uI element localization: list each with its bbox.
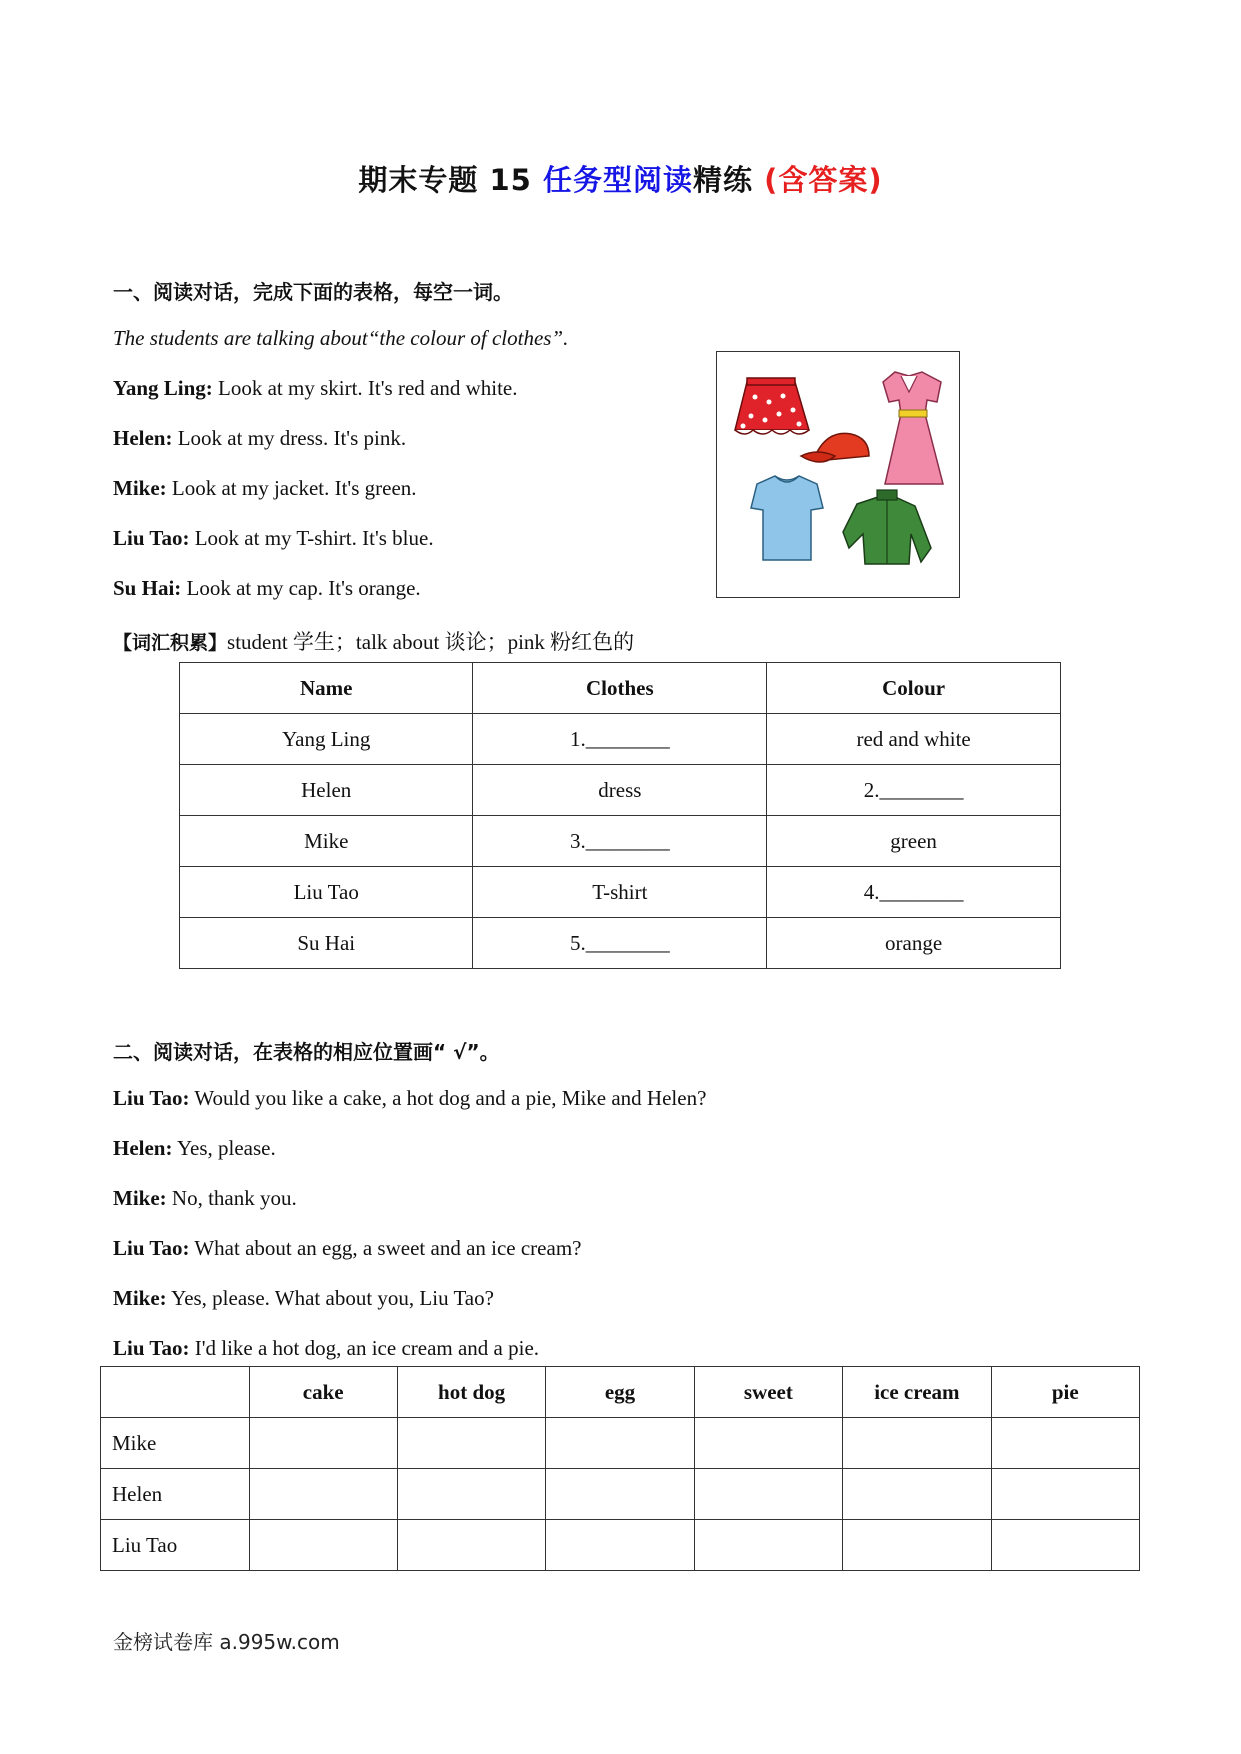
table-cell: Liu Tao xyxy=(180,867,473,918)
check-cell[interactable] xyxy=(694,1418,842,1469)
table-row xyxy=(180,918,1061,969)
utterance: Yes, please. What about you, Liu Tao? xyxy=(166,1286,494,1310)
header-cell: sweet xyxy=(694,1367,842,1418)
utterance: Yes, please. xyxy=(172,1136,276,1160)
table-cell: dress xyxy=(473,765,767,816)
blank-cell[interactable]: 1.________ xyxy=(473,714,767,765)
check-cell[interactable] xyxy=(843,1418,992,1469)
dialogue-line xyxy=(113,426,406,451)
row-name-cell: Mike xyxy=(101,1418,250,1469)
header-cell: egg xyxy=(546,1367,694,1418)
table-cell: red and white xyxy=(767,714,1061,765)
blank-cell[interactable]: 2.________ xyxy=(767,765,1061,816)
row-name-cell: Helen xyxy=(101,1469,250,1520)
table-cell: Yang Ling xyxy=(180,714,473,765)
speaker: Mike: xyxy=(113,1186,167,1210)
section1-heading: 一、阅读对话，完成下面的表格，每空一词。 xyxy=(113,280,513,304)
check-cell[interactable] xyxy=(397,1520,545,1571)
check-cell[interactable] xyxy=(694,1520,842,1571)
check-cell[interactable] xyxy=(249,1469,397,1520)
check-cell[interactable] xyxy=(249,1418,397,1469)
header-cell: Clothes xyxy=(473,663,767,714)
header-cell: pie xyxy=(991,1367,1139,1418)
table-cell: T-shirt xyxy=(473,867,767,918)
check-cell[interactable] xyxy=(694,1469,842,1520)
utterance: No, thank you. xyxy=(166,1186,297,1210)
header-cell xyxy=(101,1367,250,1418)
check-cell[interactable] xyxy=(249,1520,397,1571)
blank-cell[interactable]: 5.________ xyxy=(473,918,767,969)
check-cell[interactable] xyxy=(843,1520,992,1571)
header-cell: Colour xyxy=(767,663,1061,714)
section1-intro: The students are talking about“the colour of clothes”. xyxy=(113,326,569,350)
table-row xyxy=(180,714,1061,765)
table-cell: Mike xyxy=(180,816,473,867)
dialogue-line xyxy=(113,1286,494,1311)
page-title xyxy=(0,158,1241,199)
table-cell: Su Hai xyxy=(180,918,473,969)
table-row xyxy=(101,1469,1140,1520)
header-cell: hot dog xyxy=(397,1367,545,1418)
dialogue-line xyxy=(113,1086,706,1111)
check-cell[interactable] xyxy=(397,1469,545,1520)
table-row xyxy=(101,1418,1140,1469)
utterance: Look at my cap. It's orange. xyxy=(181,576,421,600)
utterance: I'd like a hot dog, an ice cream and a pie. xyxy=(189,1336,540,1360)
speaker: Yang Ling: xyxy=(113,376,213,400)
speaker: Mike: xyxy=(113,476,167,500)
check-cell[interactable] xyxy=(991,1469,1139,1520)
dialogue-line xyxy=(113,1236,581,1261)
vocab-label: 【词汇积累】 xyxy=(113,632,228,654)
table-header-row xyxy=(101,1367,1140,1418)
check-cell[interactable] xyxy=(991,1520,1139,1571)
check-cell[interactable] xyxy=(397,1418,545,1469)
footer-source: 金榜试卷库 a.995w.com xyxy=(113,1630,340,1654)
header-cell: ice cream xyxy=(843,1367,992,1418)
skirt-icon xyxy=(735,378,809,434)
header-cell: Name xyxy=(180,663,473,714)
clothes-table xyxy=(179,662,1061,969)
utterance: Look at my skirt. It's red and white. xyxy=(212,376,518,400)
title-part-2: 任务型阅读 xyxy=(542,163,693,197)
table-header-row xyxy=(180,663,1061,714)
speaker: Helen: xyxy=(113,1136,173,1160)
food-check-table xyxy=(100,1366,1140,1571)
table-row xyxy=(180,816,1061,867)
check-cell[interactable] xyxy=(546,1469,694,1520)
section2-heading: 二、阅读对话，在表格的相应位置画“ √”。 xyxy=(113,1040,500,1064)
dialogue-line xyxy=(113,1336,539,1361)
dress-icon xyxy=(883,372,943,484)
speaker: Liu Tao: xyxy=(113,1336,190,1360)
dialogue-line xyxy=(113,476,417,501)
title-part-1: 期末专题 15 xyxy=(358,163,543,197)
speaker: Su Hai: xyxy=(113,576,182,600)
vocab-line xyxy=(113,626,634,656)
vocab-text: student 学生；talk about 谈论；pink 粉红色的 xyxy=(227,630,635,654)
blank-cell[interactable]: 4.________ xyxy=(767,867,1061,918)
dialogue-line xyxy=(113,1136,276,1161)
check-cell[interactable] xyxy=(546,1418,694,1469)
cap-icon xyxy=(801,433,869,462)
table-row xyxy=(101,1520,1140,1571)
speaker: Mike: xyxy=(113,1286,167,1310)
utterance: What about an egg, a sweet and an ice cream? xyxy=(189,1236,582,1260)
utterance: Look at my dress. It's pink. xyxy=(172,426,407,450)
header-cell: cake xyxy=(249,1367,397,1418)
speaker: Helen: xyxy=(113,426,173,450)
speaker: Liu Tao: xyxy=(113,1236,190,1260)
dialogue-line xyxy=(113,576,421,601)
clothes-picture xyxy=(716,351,960,598)
table-cell: Helen xyxy=(180,765,473,816)
utterance: Would you like a cake, a hot dog and a pie, Mike and Helen? xyxy=(189,1086,707,1110)
blank-cell[interactable]: 3.________ xyxy=(473,816,767,867)
check-cell[interactable] xyxy=(546,1520,694,1571)
table-cell: green xyxy=(767,816,1061,867)
table-row xyxy=(180,765,1061,816)
dialogue-line xyxy=(113,1186,297,1211)
dialogue-line xyxy=(113,526,434,551)
jacket-icon xyxy=(843,490,931,564)
title-part-3: 精练 xyxy=(692,163,765,197)
speaker: Liu Tao: xyxy=(113,526,190,550)
dialogue-line xyxy=(113,376,518,401)
utterance: Look at my T-shirt. It's blue. xyxy=(189,526,434,550)
speaker: Liu Tao: xyxy=(113,1086,190,1110)
t-shirt-icon xyxy=(751,476,823,560)
utterance: Look at my jacket. It's green. xyxy=(166,476,417,500)
table-cell: orange xyxy=(767,918,1061,969)
title-part-4: (含答案) xyxy=(764,163,883,197)
check-cell[interactable] xyxy=(991,1418,1139,1469)
check-cell[interactable] xyxy=(843,1469,992,1520)
table-row xyxy=(180,867,1061,918)
row-name-cell: Liu Tao xyxy=(101,1520,250,1571)
